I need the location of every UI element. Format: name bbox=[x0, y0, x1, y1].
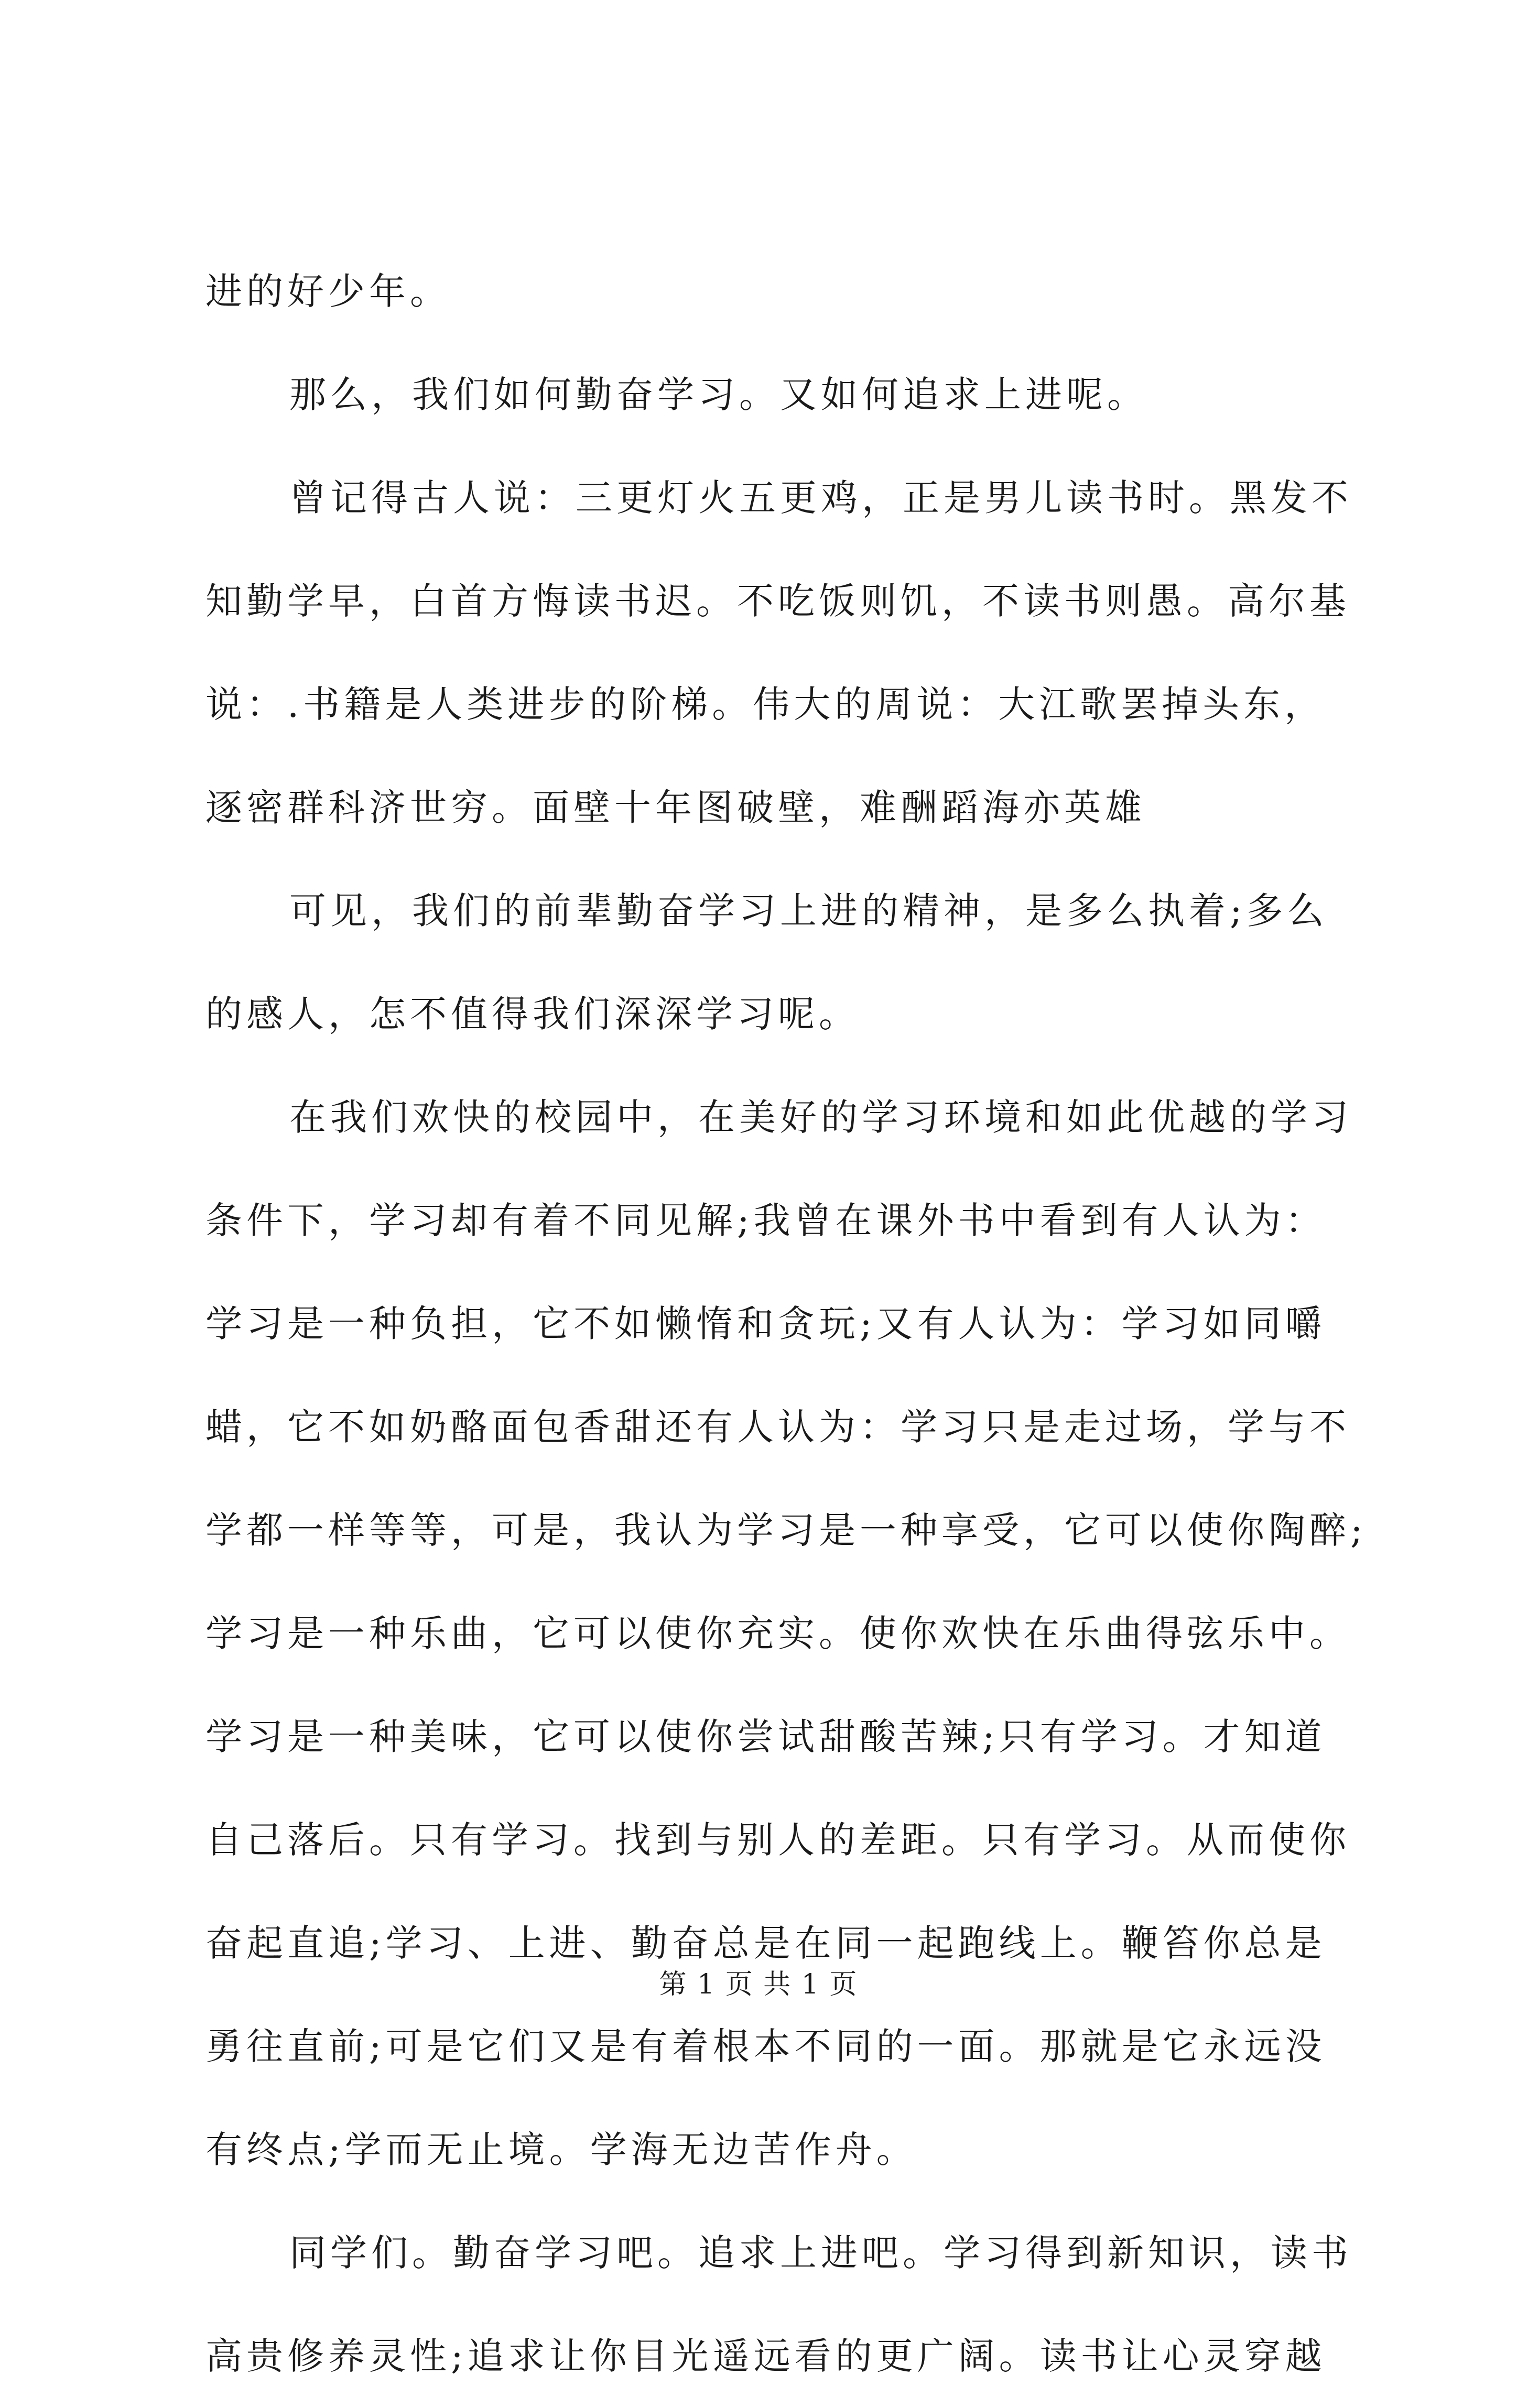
text-line: 说：.书籍是人类进步的阶梯。伟大的周说：大江歌罢掉头东， bbox=[205, 683, 1326, 726]
paragraph-5 bbox=[205, 1066, 1367, 2202]
text-line: 高贵修养灵性;追求让你目光遥远看的更广阔。读书让心灵穿越 bbox=[205, 2335, 1326, 2378]
text-line: 学习是一种乐曲，它可以使你充实。使你欢快在乐曲得弦乐中。 bbox=[205, 1612, 1350, 1655]
page-number-footer: 第 1 页 共 1 页 bbox=[659, 1969, 858, 2000]
text-line: 学习是一种负担，它不如懒惰和贪玩;又有人认为：学习如同嚼 bbox=[205, 1302, 1326, 1345]
text-line: 那么，我们如何勤奋学习。又如何追求上进呢。 bbox=[289, 373, 1148, 416]
text-line: 学都一样等等，可是，我认为学习是一种享受，它可以使你陶醉; bbox=[205, 1509, 1367, 1552]
text-line: 条件下，学习却有着不同见解;我曾在课外书中看到有人认为： bbox=[205, 1199, 1326, 1242]
text-line: 逐密群科济世穷。面壁十年图破壁，难酬蹈海亦英雄 bbox=[205, 786, 1146, 829]
text-line: 曾记得古人说：三更灯火五更鸡，正是男儿读书时。黑发不 bbox=[289, 476, 1352, 519]
paragraph-2 bbox=[205, 343, 1317, 446]
paragraph-6 bbox=[205, 2202, 1352, 2408]
paragraph-1 bbox=[205, 240, 1317, 343]
text-line: 蜡，它不如奶酪面包香甜还有人认为：学习只是走过场，学与不 bbox=[205, 1405, 1350, 1448]
text-line: 进的好少年。 bbox=[205, 270, 451, 313]
text-line: 勇往直前;可是它们又是有着根本不同的一面。那就是它永远没 bbox=[205, 2025, 1326, 2068]
text-line: 可见，我们的前辈勤奋学习上进的精神，是多么执着;多么 bbox=[289, 889, 1328, 932]
paragraph-4 bbox=[205, 859, 1328, 1066]
text-line: 同学们。勤奋学习吧。追求上进吧。学习得到新知识，读书 bbox=[289, 2231, 1352, 2274]
paragraph-3 bbox=[205, 446, 1352, 859]
text-line: 知勤学早，白首方悔读书迟。不吃饭则饥，不读书则愚。高尔基 bbox=[205, 580, 1350, 623]
text-line: 有终点;学而无止境。学海无边苦作舟。 bbox=[205, 2128, 917, 2171]
text-line: 的感人，怎不值得我们深深学习呢。 bbox=[205, 993, 860, 1036]
text-line: 自己落后。只有学习。找到与别人的差距。只有学习。从而使你 bbox=[205, 1818, 1350, 1861]
body-text bbox=[205, 240, 1367, 2408]
text-line: 学习是一种美味，它可以使你尝试甜酸苦辣;只有学习。才知道 bbox=[205, 1715, 1326, 1758]
text-line: 在我们欢快的校园中，在美好的学习环境和如此优越的学习 bbox=[289, 1096, 1352, 1139]
text-line: 奋起直追;学习、上进、勤奋总是在同一起跑线上。鞭笞你总是 bbox=[205, 1922, 1326, 1965]
